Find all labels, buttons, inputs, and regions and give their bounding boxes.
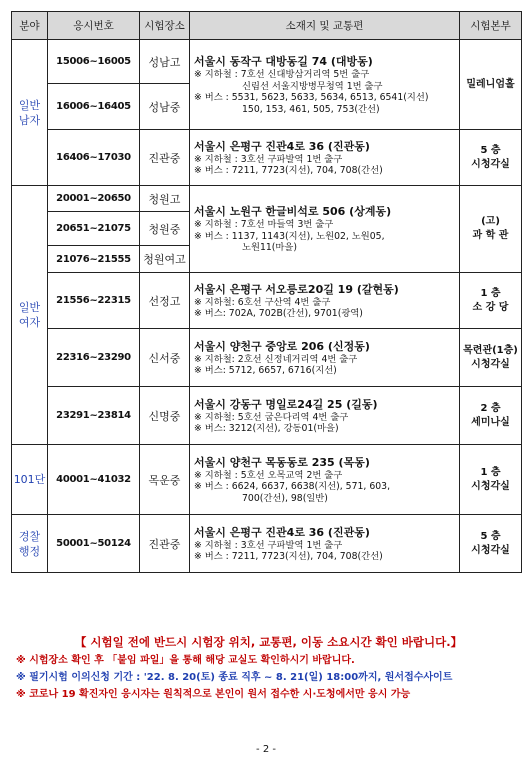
table-row [12, 186, 522, 212]
exam-number-cell: 16406~17030 [48, 130, 140, 186]
transit-line: ※ 지하철 : 3호선 구파발역 1번 출구 [194, 539, 343, 551]
location-cell [190, 329, 460, 387]
category-label: 일반 남자 [18, 98, 41, 127]
exam-number-cell: 21556~22315 [48, 273, 140, 329]
exam-number-cell: 40001~41032 [48, 445, 140, 515]
category-label: 101단 [13, 473, 46, 486]
transit-line: ※ 지하철 : 3호선 구파발역 1번 출구 [194, 153, 343, 165]
category-women [12, 186, 48, 445]
header-hq: 시험본부 [460, 12, 522, 40]
venue-cell: 청원고 [140, 186, 190, 212]
hq-label: (고) 과 학 관 [472, 216, 509, 241]
transit-line: ※ 지하철: 6호선 구산역 4번 출구 [194, 296, 331, 308]
venue-cell: 성남고 [140, 40, 190, 84]
location-cell [190, 387, 460, 445]
exam-number-cell: 23291~23814 [48, 387, 140, 445]
exam-number-cell: 20651~21075 [48, 212, 140, 246]
location-cell [190, 445, 460, 515]
transit-line: ※ 지하철: 2호선 신정네거리역 4번 출구 [194, 353, 358, 365]
venue-cell: 진관중 [140, 515, 190, 573]
address: 서울시 양천구 중앙로 206 (신정동) [194, 339, 370, 353]
exam-number-cell: 20001~20650 [48, 186, 140, 212]
hq-cell [460, 186, 522, 273]
transit-line: ※ 지하철 : 5호선 오목교역 2번 출구 [194, 469, 343, 481]
table-row [12, 387, 522, 445]
notice-objection: ※ 필기시험 이의신청 기간 : '22. 8. 20(토) 종료 직후 ~ 8. 21(일) 18:00까지, 원서접수사이트 [16, 672, 453, 683]
exam-number-cell: 16006~16405 [48, 84, 140, 130]
exam-number-cell: 21076~21555 [48, 246, 140, 273]
venue-cell: 선정고 [140, 273, 190, 329]
hq-cell [460, 273, 522, 329]
venue-cell: 청원중 [140, 212, 190, 246]
hq-label: 5 층 시청각실 [471, 530, 510, 556]
transit-line: ※ 버스 : 6624, 6637, 6638(지선), 571, 603, [194, 481, 391, 493]
hq-label: 1 층 소 강 당 [472, 287, 509, 313]
exam-number-cell: 50001~50124 [48, 515, 140, 573]
header-row [12, 12, 522, 40]
hq-cell [460, 515, 522, 573]
transit-line: ※ 버스 : 7211, 7723(지선), 704, 708(간선) [194, 551, 383, 562]
transit-line: ※ 버스 : 7211, 7723(지선), 704, 708(간선) [194, 165, 383, 176]
transit-line: 700(간선), 98(일반) [242, 492, 328, 504]
category-police [12, 515, 48, 573]
notice-covid: ※ 코로나 19 확진자인 응시자는 원칙적으로 본인이 원서 접수한 시·도청에서만 응시 가능 [16, 689, 411, 700]
hq-label: 5 층 시청각실 [471, 144, 510, 170]
exam-number-cell: 22316~23290 [48, 329, 140, 387]
category-label: 경찰 행정 [18, 529, 41, 558]
address: 서울시 강동구 명일로24길 25 (길동) [194, 397, 378, 411]
location-cell [190, 186, 460, 273]
hq-cell [460, 387, 522, 445]
location-cell [190, 40, 460, 130]
transit-line: ※ 버스 : 1137, 1143(지선), 노원02, 노원05, [194, 230, 385, 242]
category-men [12, 40, 48, 186]
location-cell [190, 515, 460, 573]
address: 서울시 동작구 대방동길 74 (대방동) [194, 55, 373, 68]
table-row [12, 130, 522, 186]
table-row [12, 273, 522, 329]
venue-cell: 청원여고 [140, 246, 190, 273]
notice-classroom: ※ 시험장소 확인 후 「붙임 파일」을 통해 해당 교실도 확인하시기 바랍니다. [16, 655, 355, 666]
hq-cell [460, 130, 522, 186]
venue-cell: 신서중 [140, 329, 190, 387]
table-row [12, 329, 522, 387]
hq-label: 2 층 세미나실 [471, 402, 510, 428]
notice-main: 【 시험일 전에 반드시 시험장 위치, 교통편, 이동 소요시간 확인 바랍니다.】 [74, 635, 463, 649]
header-exam-number: 응시번호 [48, 12, 140, 40]
transit-line: 노원11(마을) [242, 242, 298, 254]
hq-label: 목련관(1층) 시청각실 [463, 344, 518, 370]
transit-line: ※ 버스: 3212(지선), 강동01(마을) [194, 423, 339, 434]
category-label: 일반 여자 [18, 301, 41, 329]
hq-label: 밀레니엄홀 [466, 78, 515, 90]
exam-number-cell: 15006~16005 [48, 40, 140, 84]
address: 서울시 노원구 한글비석로 506 (상계동) [194, 205, 392, 219]
venue-cell: 진관중 [140, 130, 190, 186]
location-cell [190, 273, 460, 329]
table-row [12, 445, 522, 515]
table-row [12, 515, 522, 573]
hq-cell [460, 40, 522, 130]
venue-cell: 성남중 [140, 84, 190, 130]
page-number: - 2 - [256, 744, 276, 755]
table-row [12, 40, 522, 84]
exam-venue-table [11, 11, 522, 573]
hq-cell [460, 445, 522, 515]
transit-line: ※ 버스: 702A, 702B(간선), 9701(광역) [194, 308, 363, 319]
category-101 [12, 445, 48, 515]
venue-cell: 신명중 [140, 387, 190, 445]
address: 서울시 은평구 진관4로 36 (진관동) [194, 139, 370, 153]
transit-line: ※ 지하철: 5호선 굽은다리역 4번 출구 [194, 411, 349, 423]
transit-line: ※ 버스: 5712, 6657, 6716(지선) [194, 365, 337, 376]
location-cell [190, 130, 460, 186]
notes-section [16, 632, 521, 703]
transit-line: 신림선 서울지방병무청역 1번 출구 [242, 80, 383, 92]
transit-line: 150, 153, 461, 505, 753(간선) [242, 103, 380, 115]
address: 서울시 은평구 진관4로 36 (진관동) [194, 525, 370, 539]
hq-cell [460, 329, 522, 387]
header-venue: 시험장소 [140, 12, 190, 40]
venue-cell: 목운중 [140, 445, 190, 515]
address: 서울시 은평구 서오릉로20길 19 (갈현동) [194, 282, 399, 296]
transit-line: ※ 버스 : 5531, 5623, 5633, 5634, 6513, 6541(지선) [194, 92, 429, 103]
header-field: 분야 [12, 12, 48, 40]
header-location: 소재지 및 교통편 [190, 12, 460, 40]
address: 서울시 양천구 목동동로 235 (목동) [194, 455, 370, 469]
transit-line: ※ 지하철 : 7호선 마들역 3번 출구 [194, 219, 334, 231]
transit-line: ※ 지하철 : 7호선 신대방삼거리역 5번 출구 [194, 69, 370, 80]
hq-label: 1 층 시청각실 [471, 466, 510, 492]
